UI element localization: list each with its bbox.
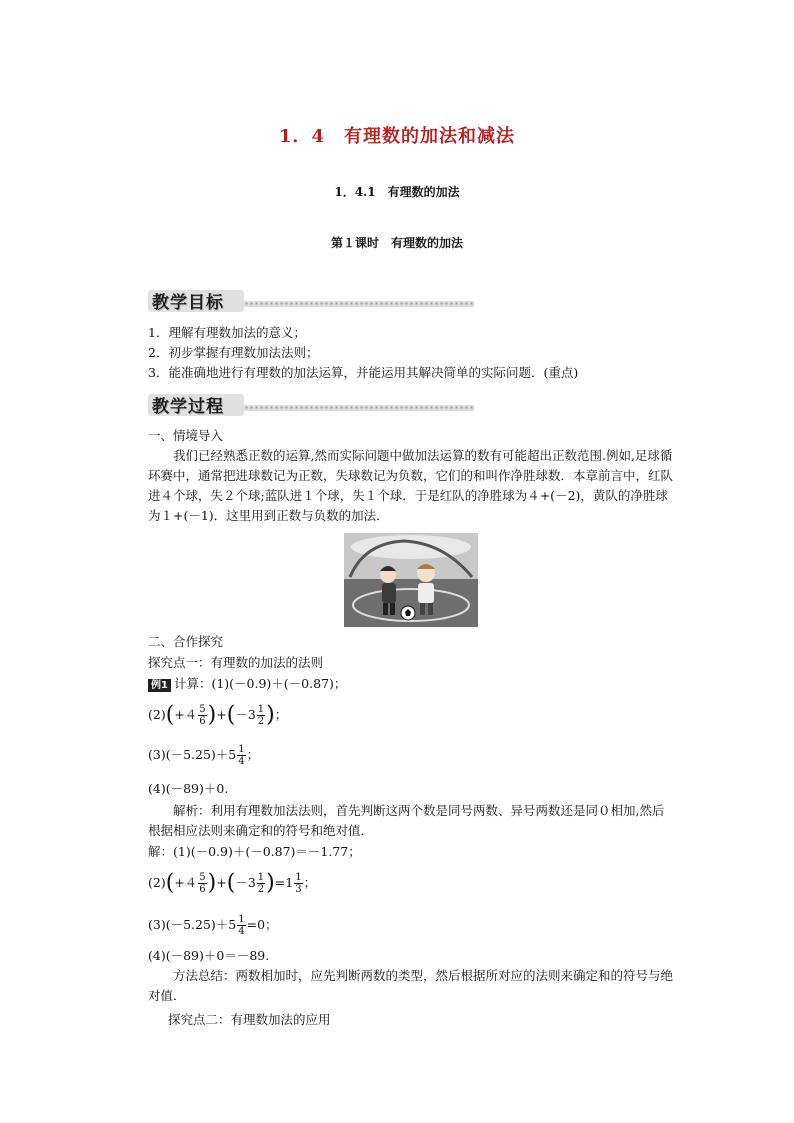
- explore-point-1-title: 探究点一：有理数的加法的法则: [148, 655, 324, 670]
- goals-heading: [148, 292, 474, 314]
- example-1-part-2: (2)(+４ $\frac{5}{6}$ )+(－3 $\frac{1}{2}$ )；: [148, 702, 288, 728]
- solution-3: (3)(－5.25)＋5 $\frac{1}{4}$ =0；: [148, 914, 278, 937]
- example-1-part-3: (3)(－5.25)＋5 $\frac{1}{4}$ ；: [148, 744, 260, 767]
- goal-item-3: 3．能准确地进行有理数的加法运算，并能运用其解决简单的实际问题．(重点): [148, 365, 579, 380]
- goal-item-1: 1．理解有理数加法的意义；: [148, 325, 306, 340]
- example-1-intro: 计算：(1)(－0.9)＋(－0.87)；: [173, 676, 347, 691]
- example-1-line: [148, 674, 346, 694]
- goals-heading-label: 教学目标: [152, 293, 224, 313]
- goal-item-2: 2．初步掌握有理数加法法则；: [148, 345, 319, 360]
- method-summary: 方法总结：两数相加时，应先判断两数的类型，然后根据所对应的法则来确定和的符号与绝对值．: [148, 968, 674, 1003]
- section-2-title: 二、合作探究: [148, 634, 224, 649]
- section-subtitle: 1．4.1 有理数的加法: [334, 185, 460, 199]
- section-1-title: 一、情境导入: [148, 428, 224, 443]
- analysis-paragraph: 解析：利用有理数加法法则，首先判断这两个数是同号两数、异号两数还是同０相加,然后根据相应法则来确定和的符号和绝对值．: [148, 803, 665, 838]
- page-title: 1．4 有理数的加法和减法: [278, 126, 516, 147]
- soccer-illustration: [344, 533, 478, 627]
- explore-point-2-title: 探究点二：有理数加法的应用: [168, 1012, 331, 1027]
- example-1-part-4: (4)(－89)＋0.: [148, 781, 229, 796]
- intro-paragraph: 我们已经熟悉正数的运算,然而实际问题中做加法运算的数有可能超出正数范围.例如,足球循环赛中，通常把进球数记为正数，失球数记为负数，它们的和叫作净胜球数．本章前言中，红队进４个球，失２个球;蓝队进１个球，失１个球．于是红队的净胜球为４+(－2)，黄队的净胜球为１+(－1)．这里用到正数与负数的加法．: [148, 448, 674, 523]
- solution-2: (2)(+４ $\frac{5}{6}$ )+(－3 $\frac{1}{2}$ )=1 $\frac{1}{3}$ ；: [148, 870, 317, 896]
- solution-4: (4)(－89)＋0＝－89.: [148, 948, 270, 963]
- example-badge: 例1: [148, 679, 171, 692]
- process-heading: [148, 396, 474, 418]
- process-heading-label: 教学过程: [152, 397, 224, 417]
- lesson-title: 第１课时 有理数的加法: [330, 236, 463, 250]
- solution-1: 解：(1)(－0.9)＋(－0.87)＝－1.77；: [148, 844, 361, 859]
